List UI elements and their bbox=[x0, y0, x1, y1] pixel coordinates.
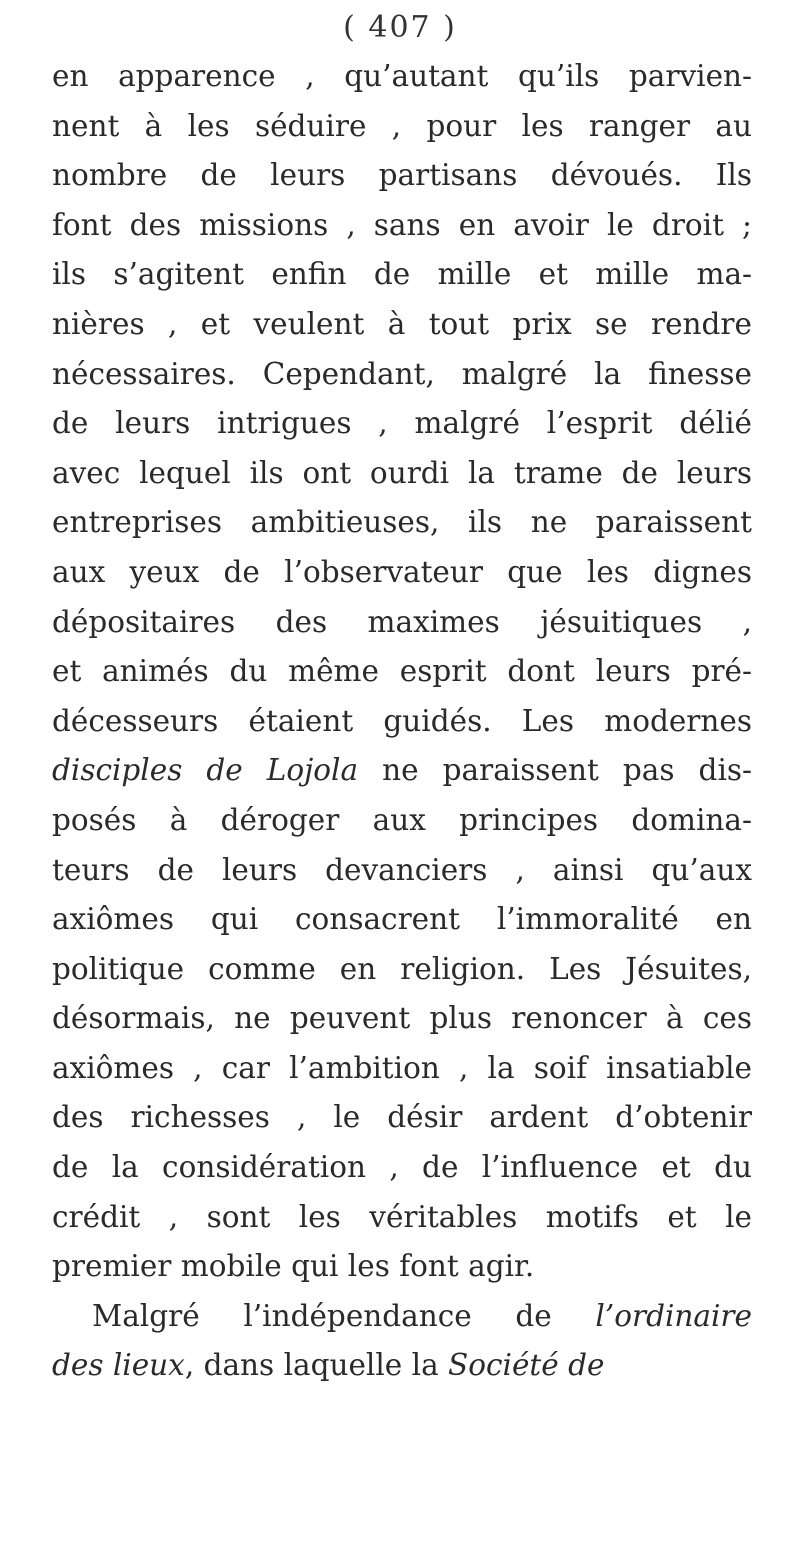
text-segment: posés à déroger aux principes domina- bbox=[52, 802, 752, 837]
text-segment: désormais, ne peuvent plus renoncer à ces bbox=[52, 1001, 752, 1036]
text-segment: décesseurs étaient guidés. Les modernes bbox=[52, 703, 752, 738]
text-segment: politique comme en religion. Les Jésuites, bbox=[52, 951, 752, 986]
italic-text: l’ordinaire bbox=[595, 1298, 752, 1333]
text-line bbox=[52, 151, 752, 201]
page-number: ( 407 ) bbox=[343, 10, 457, 45]
text-segment: de la considération , de l’influence et du bbox=[52, 1150, 752, 1185]
text-line bbox=[52, 846, 752, 896]
text-line bbox=[52, 1193, 752, 1243]
text-line bbox=[52, 250, 752, 300]
text-segment: , dans laquelle la bbox=[184, 1348, 449, 1383]
text-line bbox=[52, 399, 752, 449]
italic-text: des lieux bbox=[52, 1348, 185, 1383]
text-line bbox=[52, 102, 752, 152]
text-segment: ils s’agitent enfin de mille et mille ma- bbox=[52, 257, 752, 292]
text-segment: ne paraissent pas dis- bbox=[358, 753, 752, 788]
text-line bbox=[52, 945, 752, 995]
text-segment: premier mobile qui les font agir. bbox=[52, 1249, 535, 1284]
text-segment: axiômes qui consacrent l’immoralité en bbox=[52, 902, 752, 937]
text-segment: font des missions , sans en avoir le droit ; bbox=[52, 207, 752, 242]
text-segment: crédit , sont les véritables motifs et le bbox=[52, 1199, 752, 1234]
text-line bbox=[52, 52, 752, 102]
text-line bbox=[52, 994, 752, 1044]
text-segment: axiômes , car l’ambition , la soif insatiable bbox=[52, 1050, 752, 1085]
text-line bbox=[52, 1093, 752, 1143]
text-segment: nières , et veulent à tout prix se rendre bbox=[52, 306, 752, 341]
text-line bbox=[52, 598, 752, 648]
text-segment: nent à les séduire , pour les ranger au bbox=[52, 108, 752, 143]
text-line bbox=[52, 895, 752, 945]
text-line bbox=[52, 796, 752, 846]
text-segment: des richesses , le désir ardent d’obtenir bbox=[52, 1100, 752, 1135]
text-line bbox=[52, 647, 752, 697]
text-segment: en apparence , qu’autant qu’ils parvien- bbox=[52, 59, 752, 93]
text-segment: teurs de leurs devanciers , ainsi qu’aux bbox=[52, 852, 752, 887]
text-segment: et animés du même esprit dont leurs pré- bbox=[52, 654, 752, 689]
text-segment: avec lequel ils ont ourdi la trame de leurs bbox=[52, 455, 752, 490]
text-line bbox=[52, 1044, 752, 1094]
text-line bbox=[52, 1143, 752, 1193]
text-line bbox=[52, 1341, 752, 1391]
text-segment: nombre de leurs partisans dévoués. Ils bbox=[52, 158, 752, 193]
text-line bbox=[52, 300, 752, 350]
text-line bbox=[52, 1242, 752, 1292]
text-line bbox=[52, 201, 752, 251]
text-segment: aux yeux de l’observateur que les dignes bbox=[52, 554, 752, 589]
text-segment: de leurs intrigues , malgré l’esprit délié bbox=[52, 406, 752, 441]
text-line bbox=[52, 1292, 752, 1342]
text-line bbox=[52, 350, 752, 400]
text-segment: dépositaires des maximes jésuitiques , bbox=[52, 604, 752, 639]
text-line bbox=[52, 746, 752, 796]
italic-text: disciples de Lojola bbox=[52, 753, 359, 788]
text-segment: nécessaires. Cependant, malgré la finesse bbox=[52, 356, 752, 391]
body-text bbox=[52, 52, 752, 1391]
text-line bbox=[52, 449, 752, 499]
italic-text: Société de bbox=[448, 1348, 605, 1383]
text-segment: Malgré l’indépendance de bbox=[92, 1298, 596, 1333]
text-segment: entreprises ambitieuses, ils ne paraissent bbox=[52, 505, 752, 540]
text-line bbox=[52, 548, 752, 598]
text-line bbox=[52, 697, 752, 747]
text-line bbox=[52, 498, 752, 548]
